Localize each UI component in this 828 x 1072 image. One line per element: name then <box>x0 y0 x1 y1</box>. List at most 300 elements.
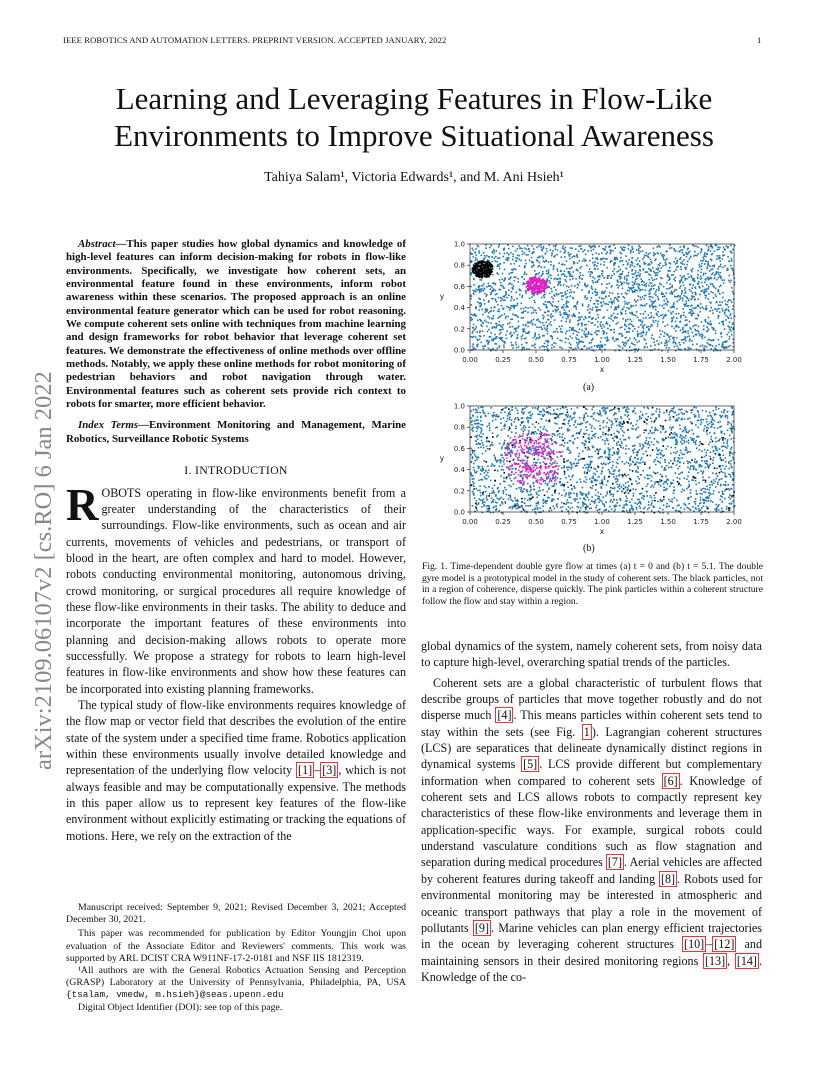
particle-point <box>604 478 606 480</box>
particle-point <box>694 414 696 416</box>
particle-point <box>644 305 646 307</box>
particle-point <box>606 267 608 269</box>
particle-point <box>640 313 642 315</box>
particle-point <box>605 323 607 325</box>
particle-point <box>669 417 671 419</box>
particle-point <box>732 308 734 310</box>
particle-point <box>607 323 609 325</box>
particle-point <box>729 321 731 323</box>
particle-point <box>496 250 498 252</box>
particle-point <box>484 293 486 295</box>
particle-point <box>729 494 731 496</box>
particle-point <box>690 299 692 301</box>
particle-point <box>627 331 629 333</box>
particle-point <box>690 291 692 293</box>
particle-point <box>683 264 685 266</box>
particle-point <box>470 336 472 338</box>
particle-point <box>715 288 717 290</box>
particle-point <box>618 441 620 443</box>
particle-point <box>567 510 569 512</box>
particle-point <box>692 310 694 312</box>
particle-point <box>633 251 635 253</box>
particle-point <box>613 433 615 435</box>
particle-point <box>613 329 615 331</box>
citation-link[interactable]: [1] <box>298 763 313 778</box>
particle-point <box>590 250 592 252</box>
particle-point <box>553 266 555 268</box>
particle-point <box>727 411 729 413</box>
particle-point <box>640 251 642 253</box>
particle-point <box>667 300 669 302</box>
particle-point <box>647 416 649 418</box>
particle-point <box>725 461 727 463</box>
particle-point <box>585 422 587 424</box>
particle-point <box>507 258 509 260</box>
particle-point <box>699 294 701 296</box>
particle-point <box>608 443 610 445</box>
particle-point <box>630 306 632 308</box>
particle-point <box>636 264 638 266</box>
particle-point <box>592 254 594 256</box>
particle-point <box>586 348 588 350</box>
particle-point <box>613 494 615 496</box>
particle-point <box>538 286 540 288</box>
particle-point <box>621 333 623 335</box>
particle-point <box>538 495 540 497</box>
particle-point <box>618 281 620 283</box>
particle-point <box>730 300 732 302</box>
particle-point <box>530 489 532 491</box>
particle-point <box>588 304 590 306</box>
particle-point <box>613 471 615 473</box>
particle-point <box>715 333 717 335</box>
particle-point <box>648 433 650 435</box>
particle-point <box>536 283 538 285</box>
particle-point <box>527 499 529 501</box>
particle-point <box>471 319 473 321</box>
particle-point <box>631 508 633 510</box>
particle-point <box>576 495 578 497</box>
particle-point <box>564 424 566 426</box>
particle-point <box>669 419 671 421</box>
particle-point <box>626 293 628 295</box>
particle-point <box>579 272 581 274</box>
particle-point <box>471 422 473 424</box>
particle-point <box>730 318 732 320</box>
particle-point <box>481 279 483 281</box>
particle-point <box>580 507 582 509</box>
particle-point <box>709 265 711 267</box>
particle-point <box>544 435 546 437</box>
particle-point <box>701 269 703 271</box>
particle-point <box>641 322 643 324</box>
particle-point <box>491 442 493 444</box>
particle-point <box>484 264 486 266</box>
particle-point <box>544 297 546 299</box>
particle-point <box>679 344 681 346</box>
particle-point <box>616 505 618 507</box>
particle-point <box>595 451 597 453</box>
particle-point <box>721 308 723 310</box>
particle-point <box>527 505 529 507</box>
particle-point <box>615 316 617 318</box>
particle-point <box>481 290 483 292</box>
particle-point <box>489 247 491 249</box>
particle-point <box>632 273 634 275</box>
particle-point <box>524 252 526 254</box>
particle-point <box>559 433 561 435</box>
particle-point <box>583 420 585 422</box>
particle-point <box>489 423 491 425</box>
particle-point <box>719 322 721 324</box>
particle-point <box>517 278 519 280</box>
particle-point <box>660 277 662 279</box>
particle-point <box>517 334 519 336</box>
particle-point <box>578 339 580 341</box>
particle-point <box>498 244 500 246</box>
particle-point <box>684 267 686 269</box>
particle-point <box>552 301 554 303</box>
particle-point <box>651 480 653 482</box>
particle-point <box>608 317 610 319</box>
particle-point <box>718 277 720 279</box>
particle-point <box>569 310 571 312</box>
particle-point <box>727 269 729 271</box>
particle-point <box>648 268 650 270</box>
particle-point <box>621 443 623 445</box>
particle-point <box>495 495 497 497</box>
particle-point <box>712 493 714 495</box>
particle-point <box>561 256 563 258</box>
particle-point <box>697 246 699 248</box>
particle-point <box>538 276 540 278</box>
particle-point <box>665 314 667 316</box>
particle-point <box>592 338 594 340</box>
particle-point <box>699 335 701 337</box>
particle-point <box>655 253 657 255</box>
particle-point <box>576 338 578 340</box>
particle-point <box>560 270 562 272</box>
particle-point <box>644 298 646 300</box>
particle-point <box>726 304 728 306</box>
page-number: 1 <box>757 35 762 45</box>
particle-point <box>594 303 596 305</box>
particle-point <box>700 334 702 336</box>
particle-point <box>496 261 498 263</box>
particle-point <box>512 447 514 449</box>
particle-point <box>711 426 713 428</box>
particle-point <box>690 313 692 315</box>
particle-point <box>702 345 704 347</box>
particle-point <box>619 469 621 471</box>
particle-point <box>473 268 475 270</box>
particle-point <box>475 291 477 293</box>
x-tick-label: 1.00 <box>594 356 610 364</box>
particle-point <box>575 306 577 308</box>
particle-point <box>668 505 670 507</box>
citation-link[interactable]: [3] <box>322 763 337 778</box>
particle-point <box>517 457 519 459</box>
particle-point <box>705 273 707 275</box>
particle-point <box>584 464 586 466</box>
particle-point <box>587 506 589 508</box>
particle-point <box>517 255 519 257</box>
particle-point <box>594 278 596 280</box>
particle-point <box>687 432 689 434</box>
particle-point <box>648 253 650 255</box>
particle-point <box>569 508 571 510</box>
particle-point <box>625 337 627 339</box>
particle-point <box>471 448 473 450</box>
particle-point <box>482 410 484 412</box>
particle-point <box>624 407 626 409</box>
particle-point <box>476 263 478 265</box>
particle-point <box>690 437 692 439</box>
particle-point <box>508 429 510 431</box>
particle-point <box>705 256 707 258</box>
particle-point <box>587 297 589 299</box>
particle-point <box>546 260 548 262</box>
particle-point <box>728 306 730 308</box>
particle-point <box>565 503 567 505</box>
particle-point <box>676 345 678 347</box>
particle-point <box>553 331 555 333</box>
particle-point <box>566 286 568 288</box>
particle-point <box>564 495 566 497</box>
particle-point <box>504 269 506 271</box>
particle-point <box>513 308 515 310</box>
particle-point <box>684 449 686 451</box>
particle-point <box>724 468 726 470</box>
particle-point <box>476 344 478 346</box>
particle-point <box>493 283 495 285</box>
particle-point <box>681 443 683 445</box>
particle-point <box>488 322 490 324</box>
particle-point <box>622 430 624 432</box>
particle-point <box>684 287 686 289</box>
particle-point <box>686 450 688 452</box>
particle-point <box>724 313 726 315</box>
particle-point <box>582 442 584 444</box>
particle-point <box>552 250 554 252</box>
particle-point <box>494 260 496 262</box>
particle-point <box>593 418 595 420</box>
particle-point <box>694 292 696 294</box>
particle-point <box>628 485 630 487</box>
particle-point <box>540 267 542 269</box>
particle-point <box>572 489 574 491</box>
particle-point <box>673 452 675 454</box>
particle-point <box>498 510 500 512</box>
particle-point <box>488 342 490 344</box>
particle-point <box>676 301 678 303</box>
particle-point <box>474 488 476 490</box>
particle-point <box>662 331 664 333</box>
particle-point <box>719 448 721 450</box>
particle-point <box>609 471 611 473</box>
particle-point <box>628 327 630 329</box>
particle-point <box>616 317 618 319</box>
particle-point <box>515 260 517 262</box>
particle-point <box>682 489 684 491</box>
particle-point <box>559 311 561 313</box>
particle-point <box>486 441 488 443</box>
particle-point <box>648 447 650 449</box>
particle-point <box>495 256 497 258</box>
particle-point <box>607 328 609 330</box>
particle-point <box>694 251 696 253</box>
particle-point <box>669 293 671 295</box>
particle-point <box>591 437 593 439</box>
particle-point <box>658 286 660 288</box>
particle-point <box>483 266 485 268</box>
particle-point <box>642 335 644 337</box>
particle-point <box>633 274 635 276</box>
particle-point <box>541 297 543 299</box>
particle-point <box>664 342 666 344</box>
particle-point <box>492 348 494 350</box>
particle-point <box>554 286 556 288</box>
particle-point <box>691 429 693 431</box>
particle-point <box>634 281 636 283</box>
particle-point <box>718 266 720 268</box>
particle-point <box>499 263 501 265</box>
particle-point <box>486 508 488 510</box>
particle-point <box>613 273 615 275</box>
particle-point <box>644 346 646 348</box>
particle-point <box>631 314 633 316</box>
particle-point <box>604 453 606 455</box>
particle-point <box>651 262 653 264</box>
particle-point <box>520 290 522 292</box>
particle-point <box>502 327 504 329</box>
particle-point <box>572 278 574 280</box>
particle-point <box>503 477 505 479</box>
particle-point <box>650 275 652 277</box>
particle-point <box>650 259 652 261</box>
particle-point <box>622 318 624 320</box>
particle-point <box>632 445 634 447</box>
particle-point <box>669 411 671 413</box>
particle-point <box>651 421 653 423</box>
particle-point <box>657 252 659 254</box>
particle-point <box>488 312 490 314</box>
particle-point <box>569 268 571 270</box>
particle-point <box>495 294 497 296</box>
particle-point <box>483 348 485 350</box>
particle-point <box>540 285 542 287</box>
particle-point <box>532 287 534 289</box>
particle-point <box>663 499 665 501</box>
particle-point <box>630 305 632 307</box>
particle-point <box>589 478 591 480</box>
particle-point <box>537 266 539 268</box>
particle-point <box>535 310 537 312</box>
particle-point <box>729 428 731 430</box>
particle-point <box>525 254 527 256</box>
particle-point <box>539 336 541 338</box>
particle-point <box>493 310 495 312</box>
particle-point <box>509 419 511 421</box>
particle-point <box>505 318 507 320</box>
particle-point <box>643 318 645 320</box>
particle-point <box>638 248 640 250</box>
particle-point <box>570 347 572 349</box>
particle-point <box>590 271 592 273</box>
particle-point <box>724 433 726 435</box>
particle-point <box>477 422 479 424</box>
particle-point <box>722 346 724 348</box>
particle-point <box>664 461 666 463</box>
particle-point <box>589 276 591 278</box>
particle-point <box>479 330 481 332</box>
particle-point <box>570 273 572 275</box>
particle-point <box>612 293 614 295</box>
particle-point <box>659 304 661 306</box>
particle-point <box>561 299 563 301</box>
particle-point <box>687 330 689 332</box>
particle-point <box>561 320 563 322</box>
particle-point <box>543 295 545 297</box>
particle-point <box>632 425 634 427</box>
particle-point <box>551 255 553 257</box>
particle-point <box>689 321 691 323</box>
particle-point <box>615 297 617 299</box>
particle-point <box>493 338 495 340</box>
particle-point <box>592 476 594 478</box>
particle-point <box>490 265 492 267</box>
particle-point <box>587 285 589 287</box>
particle-point <box>473 272 475 274</box>
particle-point <box>513 483 515 485</box>
particle-point <box>576 331 578 333</box>
particle-point <box>598 276 600 278</box>
particle-point <box>488 270 490 272</box>
particle-point <box>588 499 590 501</box>
particle-point <box>538 245 540 247</box>
particle-point <box>625 313 627 315</box>
particle-point <box>482 322 484 324</box>
particle-point <box>673 486 675 488</box>
particle-point <box>597 268 599 270</box>
particle-point <box>620 423 622 425</box>
particle-point <box>701 250 703 252</box>
particle-point <box>589 312 591 314</box>
particle-point <box>700 252 702 254</box>
particle-point <box>651 277 653 279</box>
particle-point <box>629 312 631 314</box>
particle-point <box>635 272 637 274</box>
particle-point <box>631 262 633 264</box>
particle-point <box>643 508 645 510</box>
particle-point <box>641 457 643 459</box>
particle-point <box>517 258 519 260</box>
particle-point <box>662 296 664 298</box>
particle-point <box>532 261 534 263</box>
particle-point <box>712 501 714 503</box>
particle-point <box>620 445 622 447</box>
particle-point <box>618 285 620 287</box>
particle-point <box>691 276 693 278</box>
particle-point <box>680 462 682 464</box>
particle-point <box>526 460 528 462</box>
particle-point <box>688 503 690 505</box>
particle-point <box>724 328 726 330</box>
particle-point <box>715 407 717 409</box>
particle-point <box>538 307 540 309</box>
particle-point <box>576 269 578 271</box>
particle-point <box>672 318 674 320</box>
